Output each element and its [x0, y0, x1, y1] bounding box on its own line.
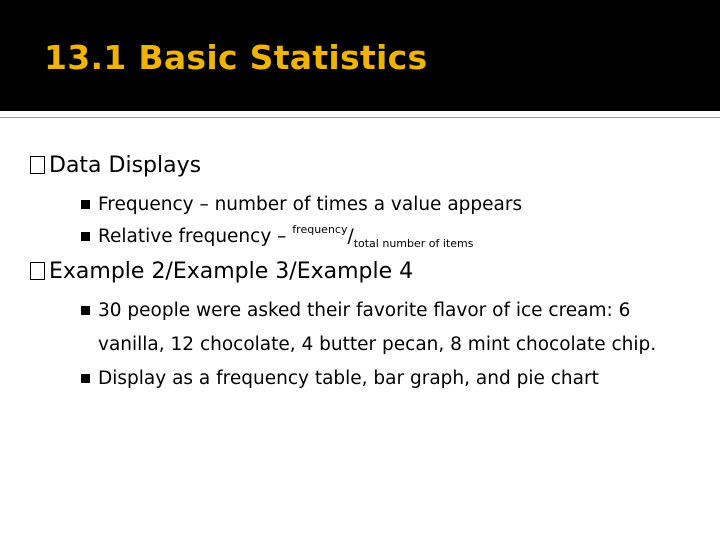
- fraction-denominator: total number of items: [353, 237, 474, 250]
- bullet-text: 30 people were asked their favorite flavor of ice cream: 6 vanilla, 12 chocolate, 4 butter pecan, 8 mint chocolate chip.: [98, 300, 657, 355]
- fraction-slash: /: [347, 226, 354, 247]
- square-bullet-icon: [81, 306, 90, 315]
- square-bullet-icon: [81, 200, 90, 209]
- checkbox-glyph-icon: [30, 262, 45, 280]
- bullet-item-relative-frequency: [30, 222, 690, 254]
- bullet-text: Display as a frequency table, bar graph, and pie chart: [98, 368, 599, 389]
- square-bullet-icon: [81, 374, 90, 383]
- square-bullet-icon: [81, 232, 90, 241]
- title-divider: [0, 117, 720, 118]
- bullet-prefix: Relative frequency –: [98, 226, 293, 247]
- section-heading-examples: [30, 256, 690, 288]
- bullet-text: Frequency – number of times a value appears: [98, 194, 523, 215]
- section-heading-label: Data Displays: [49, 153, 202, 178]
- section-heading-data-displays: [30, 150, 690, 182]
- bullet-item-survey: [30, 294, 690, 362]
- slide-title: 13.1 Basic Statistics: [44, 38, 428, 77]
- bullet-item-display: [30, 362, 690, 396]
- title-bar: [0, 0, 720, 111]
- slide-content: [30, 150, 690, 396]
- bullet-item-frequency: [30, 190, 690, 220]
- section-heading-label: Example 2/Example 3/Example 4: [49, 259, 414, 284]
- checkbox-glyph-icon: [30, 156, 45, 174]
- fraction-numerator: frequency: [292, 223, 348, 236]
